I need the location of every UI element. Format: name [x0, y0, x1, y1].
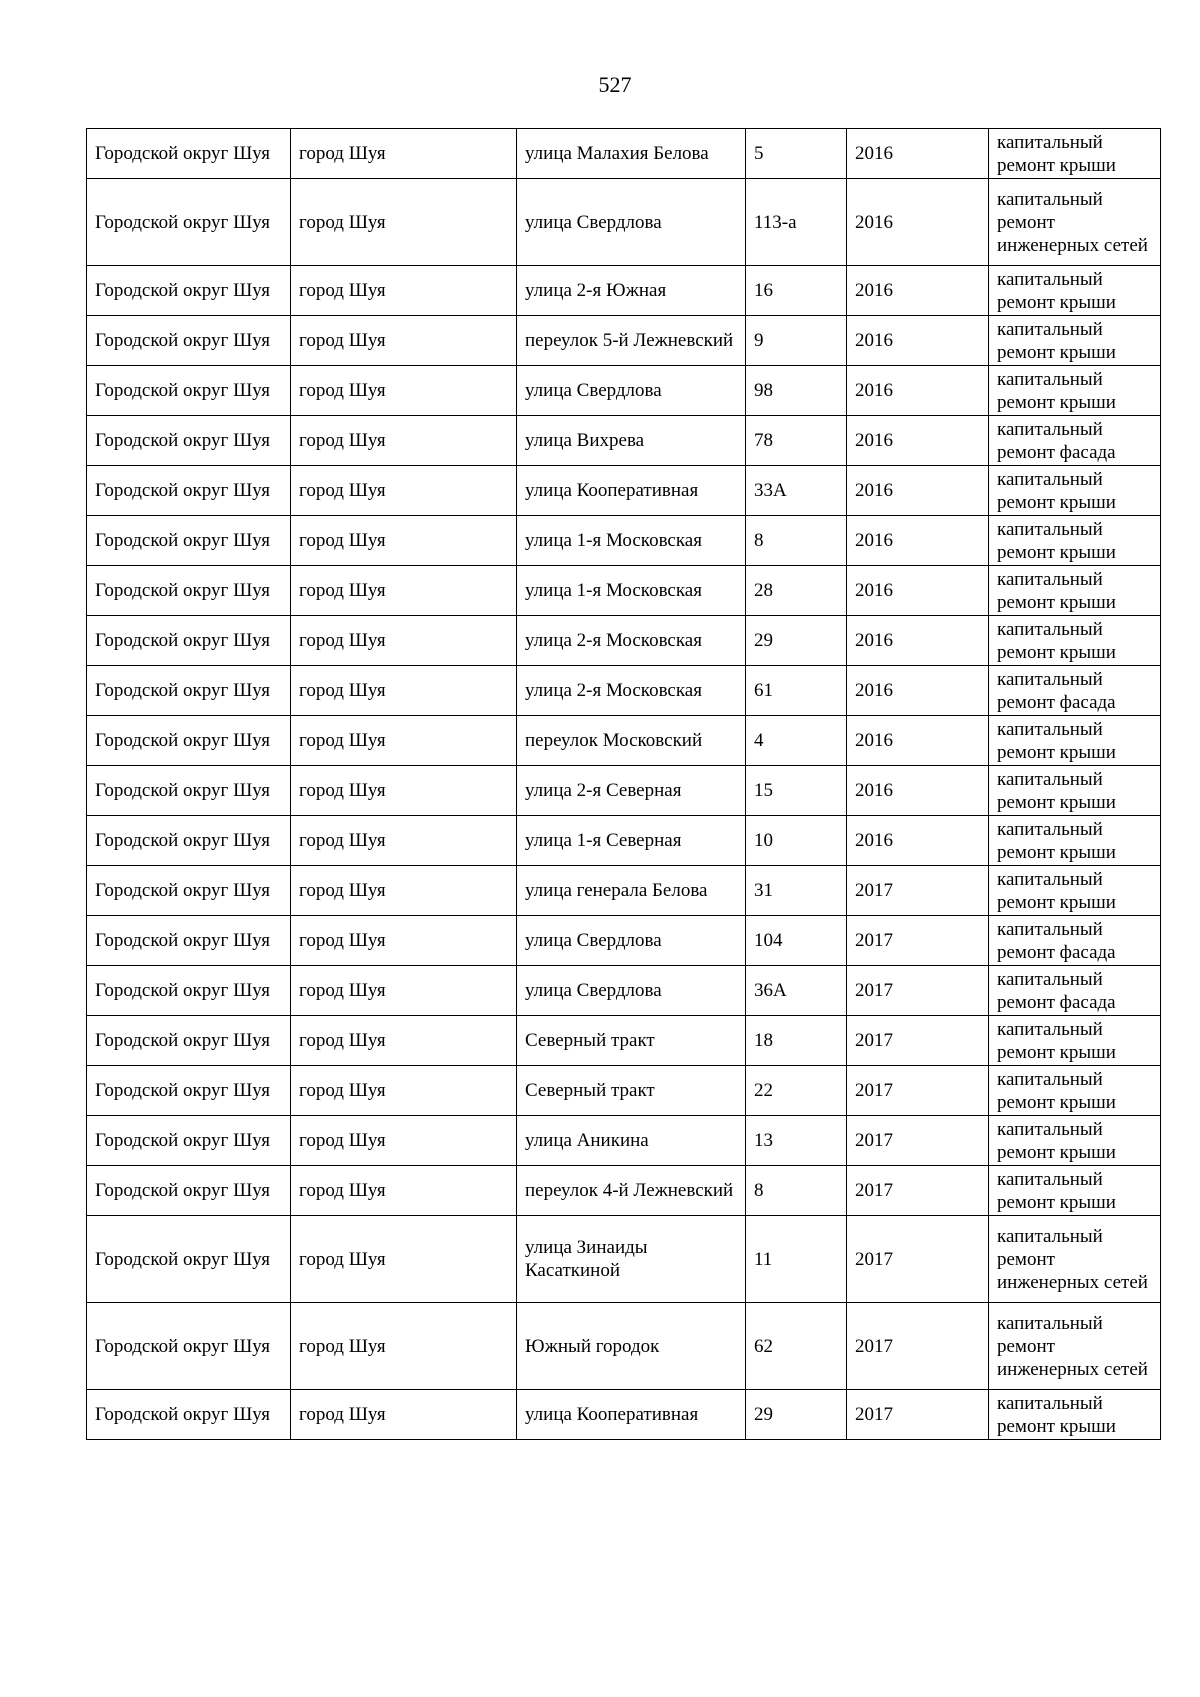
- work-type-cell: капитальный ремонт инженерных сетей: [989, 179, 1161, 266]
- house-number-cell: 104: [746, 916, 847, 966]
- work-type-cell: капитальный ремонт крыши: [989, 1016, 1161, 1066]
- municipality-cell: Городской округ Шуя: [87, 416, 291, 466]
- street-cell: улица Свердлова: [517, 179, 746, 266]
- settlement-cell: город Шуя: [291, 966, 517, 1016]
- municipality-cell: Городской округ Шуя: [87, 366, 291, 416]
- work-type-cell: капитальный ремонт крыши: [989, 516, 1161, 566]
- municipality-cell: Городской округ Шуя: [87, 1016, 291, 1066]
- year-cell: 2016: [847, 466, 989, 516]
- street-cell: переулок 4-й Лежневский: [517, 1166, 746, 1216]
- table-row: [87, 1390, 1161, 1440]
- house-number-cell: 98: [746, 366, 847, 416]
- work-type-cell: капитальный ремонт крыши: [989, 266, 1161, 316]
- house-number-cell: 8: [746, 516, 847, 566]
- street-cell: улица Свердлова: [517, 916, 746, 966]
- house-number-cell: 78: [746, 416, 847, 466]
- work-type-cell: капитальный ремонт инженерных сетей: [989, 1216, 1161, 1303]
- year-cell: 2017: [847, 1216, 989, 1303]
- year-cell: 2017: [847, 1303, 989, 1390]
- work-type-cell: капитальный ремонт крыши: [989, 316, 1161, 366]
- year-cell: 2017: [847, 966, 989, 1016]
- street-cell: улица 1-я Московская: [517, 566, 746, 616]
- table-row: [87, 1166, 1161, 1216]
- street-cell: улица 2-я Московская: [517, 616, 746, 666]
- table-row: [87, 716, 1161, 766]
- work-type-cell: капитальный ремонт крыши: [989, 1166, 1161, 1216]
- municipality-cell: Городской округ Шуя: [87, 816, 291, 866]
- house-number-cell: 16: [746, 266, 847, 316]
- table-row: [87, 816, 1161, 866]
- municipality-cell: Городской округ Шуя: [87, 466, 291, 516]
- table-row: [87, 866, 1161, 916]
- year-cell: 2016: [847, 766, 989, 816]
- house-number-cell: 28: [746, 566, 847, 616]
- settlement-cell: город Шуя: [291, 1216, 517, 1303]
- year-cell: 2016: [847, 516, 989, 566]
- house-number-cell: 9: [746, 316, 847, 366]
- municipality-cell: Городской округ Шуя: [87, 179, 291, 266]
- work-type-cell: капитальный ремонт фасада: [989, 916, 1161, 966]
- table-row: [87, 1303, 1161, 1390]
- street-cell: улица Аникина: [517, 1116, 746, 1166]
- year-cell: 2016: [847, 366, 989, 416]
- work-type-cell: капитальный ремонт крыши: [989, 1390, 1161, 1440]
- house-number-cell: 29: [746, 616, 847, 666]
- table-row: [87, 366, 1161, 416]
- settlement-cell: город Шуя: [291, 416, 517, 466]
- street-cell: улица 2-я Южная: [517, 266, 746, 316]
- work-type-cell: капитальный ремонт крыши: [989, 1066, 1161, 1116]
- municipality-cell: Городской округ Шуя: [87, 566, 291, 616]
- table-row: [87, 1066, 1161, 1116]
- street-cell: Южный городок: [517, 1303, 746, 1390]
- table-row: [87, 466, 1161, 516]
- year-cell: 2016: [847, 266, 989, 316]
- year-cell: 2016: [847, 416, 989, 466]
- settlement-cell: город Шуя: [291, 516, 517, 566]
- year-cell: 2017: [847, 1066, 989, 1116]
- street-cell: улица генерала Белова: [517, 866, 746, 916]
- municipality-cell: Городской округ Шуя: [87, 516, 291, 566]
- house-number-cell: 4: [746, 716, 847, 766]
- municipality-cell: Городской округ Шуя: [87, 666, 291, 716]
- year-cell: 2016: [847, 566, 989, 616]
- settlement-cell: город Шуя: [291, 129, 517, 179]
- street-cell: улица 1-я Северная: [517, 816, 746, 866]
- house-number-cell: 18: [746, 1016, 847, 1066]
- table-row: [87, 266, 1161, 316]
- table-row: [87, 666, 1161, 716]
- house-number-cell: 62: [746, 1303, 847, 1390]
- table-row: [87, 616, 1161, 666]
- year-cell: 2017: [847, 1116, 989, 1166]
- repair-schedule-table: [86, 128, 1161, 1440]
- settlement-cell: город Шуя: [291, 366, 517, 416]
- municipality-cell: Городской округ Шуя: [87, 716, 291, 766]
- table-row: [87, 566, 1161, 616]
- table-row: [87, 766, 1161, 816]
- year-cell: 2017: [847, 1390, 989, 1440]
- work-type-cell: капитальный ремонт фасада: [989, 666, 1161, 716]
- settlement-cell: город Шуя: [291, 1166, 517, 1216]
- municipality-cell: Городской округ Шуя: [87, 129, 291, 179]
- work-type-cell: капитальный ремонт крыши: [989, 716, 1161, 766]
- table-row: [87, 316, 1161, 366]
- house-number-cell: 22: [746, 1066, 847, 1116]
- municipality-cell: Городской округ Шуя: [87, 866, 291, 916]
- street-cell: улица 2-я Московская: [517, 666, 746, 716]
- house-number-cell: 61: [746, 666, 847, 716]
- settlement-cell: город Шуя: [291, 266, 517, 316]
- house-number-cell: 10: [746, 816, 847, 866]
- house-number-cell: 31: [746, 866, 847, 916]
- house-number-cell: 13: [746, 1116, 847, 1166]
- table-row: [87, 916, 1161, 966]
- house-number-cell: 5: [746, 129, 847, 179]
- municipality-cell: Городской округ Шуя: [87, 1303, 291, 1390]
- municipality-cell: Городской округ Шуя: [87, 616, 291, 666]
- settlement-cell: город Шуя: [291, 1016, 517, 1066]
- settlement-cell: город Шуя: [291, 866, 517, 916]
- street-cell: улица 2-я Северная: [517, 766, 746, 816]
- table-row: [87, 129, 1161, 179]
- work-type-cell: капитальный ремонт фасада: [989, 416, 1161, 466]
- year-cell: 2017: [847, 1166, 989, 1216]
- house-number-cell: 33А: [746, 466, 847, 516]
- house-number-cell: 8: [746, 1166, 847, 1216]
- settlement-cell: город Шуя: [291, 1116, 517, 1166]
- settlement-cell: город Шуя: [291, 1066, 517, 1116]
- street-cell: улица Малахия Белова: [517, 129, 746, 179]
- settlement-cell: город Шуя: [291, 1303, 517, 1390]
- street-cell: улица Свердлова: [517, 966, 746, 1016]
- municipality-cell: Городской округ Шуя: [87, 1066, 291, 1116]
- settlement-cell: город Шуя: [291, 716, 517, 766]
- table-body: [87, 129, 1161, 1440]
- work-type-cell: капитальный ремонт крыши: [989, 816, 1161, 866]
- work-type-cell: капитальный ремонт крыши: [989, 466, 1161, 516]
- municipality-cell: Городской округ Шуя: [87, 316, 291, 366]
- work-type-cell: капитальный ремонт крыши: [989, 1116, 1161, 1166]
- street-cell: переулок Московский: [517, 716, 746, 766]
- municipality-cell: Городской округ Шуя: [87, 1116, 291, 1166]
- street-cell: улица Кооперативная: [517, 466, 746, 516]
- work-type-cell: капитальный ремонт крыши: [989, 766, 1161, 816]
- table-row: [87, 1116, 1161, 1166]
- page-number: 527: [598, 72, 632, 97]
- year-cell: 2016: [847, 616, 989, 666]
- municipality-cell: Городской округ Шуя: [87, 916, 291, 966]
- table-row: [87, 1216, 1161, 1303]
- street-cell: Северный тракт: [517, 1016, 746, 1066]
- settlement-cell: город Шуя: [291, 916, 517, 966]
- work-type-cell: капитальный ремонт крыши: [989, 129, 1161, 179]
- year-cell: 2016: [847, 716, 989, 766]
- municipality-cell: Городской округ Шуя: [87, 1390, 291, 1440]
- settlement-cell: город Шуя: [291, 816, 517, 866]
- house-number-cell: 15: [746, 766, 847, 816]
- street-cell: улица Зинаиды Касаткиной: [517, 1216, 746, 1303]
- street-cell: улица 1-я Московская: [517, 516, 746, 566]
- municipality-cell: Городской округ Шуя: [87, 966, 291, 1016]
- work-type-cell: капитальный ремонт крыши: [989, 866, 1161, 916]
- table-row: [87, 966, 1161, 1016]
- work-type-cell: капитальный ремонт фасада: [989, 966, 1161, 1016]
- settlement-cell: город Шуя: [291, 1390, 517, 1440]
- year-cell: 2016: [847, 666, 989, 716]
- settlement-cell: город Шуя: [291, 466, 517, 516]
- street-cell: Северный тракт: [517, 1066, 746, 1116]
- municipality-cell: Городской округ Шуя: [87, 766, 291, 816]
- municipality-cell: Городской округ Шуя: [87, 266, 291, 316]
- work-type-cell: капитальный ремонт крыши: [989, 566, 1161, 616]
- street-cell: переулок 5-й Лежневский: [517, 316, 746, 366]
- year-cell: 2017: [847, 916, 989, 966]
- street-cell: улица Кооперативная: [517, 1390, 746, 1440]
- year-cell: 2017: [847, 866, 989, 916]
- settlement-cell: город Шуя: [291, 616, 517, 666]
- house-number-cell: 11: [746, 1216, 847, 1303]
- municipality-cell: Городской округ Шуя: [87, 1216, 291, 1303]
- house-number-cell: 36А: [746, 966, 847, 1016]
- year-cell: 2016: [847, 316, 989, 366]
- street-cell: улица Вихрева: [517, 416, 746, 466]
- work-type-cell: капитальный ремонт инженерных сетей: [989, 1303, 1161, 1390]
- settlement-cell: город Шуя: [291, 666, 517, 716]
- table-row: [87, 1016, 1161, 1066]
- work-type-cell: капитальный ремонт крыши: [989, 366, 1161, 416]
- settlement-cell: город Шуя: [291, 316, 517, 366]
- table-row: [87, 516, 1161, 566]
- settlement-cell: город Шуя: [291, 766, 517, 816]
- settlement-cell: город Шуя: [291, 179, 517, 266]
- work-type-cell: капитальный ремонт крыши: [989, 616, 1161, 666]
- year-cell: 2016: [847, 129, 989, 179]
- table-row: [87, 416, 1161, 466]
- municipality-cell: Городской округ Шуя: [87, 1166, 291, 1216]
- street-cell: улица Свердлова: [517, 366, 746, 416]
- year-cell: 2016: [847, 816, 989, 866]
- house-number-cell: 113-а: [746, 179, 847, 266]
- house-number-cell: 29: [746, 1390, 847, 1440]
- year-cell: 2016: [847, 179, 989, 266]
- settlement-cell: город Шуя: [291, 566, 517, 616]
- year-cell: 2017: [847, 1016, 989, 1066]
- table-row: [87, 179, 1161, 266]
